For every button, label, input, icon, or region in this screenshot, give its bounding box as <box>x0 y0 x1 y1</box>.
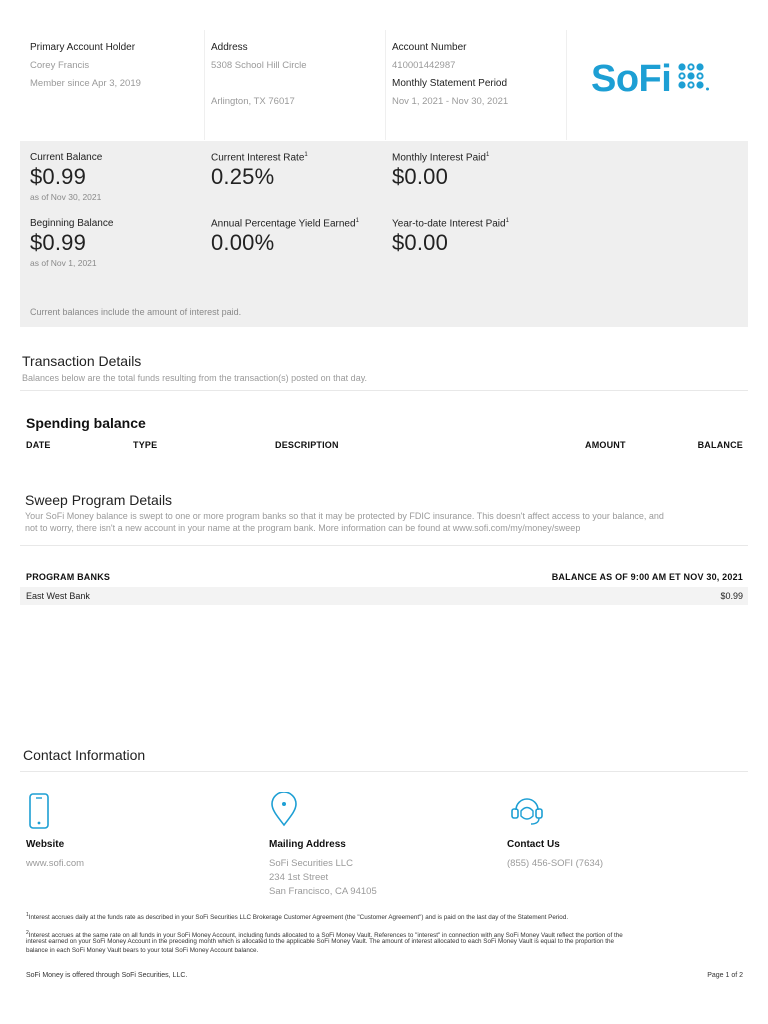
col-date: DATE <box>26 440 51 450</box>
footnote-2-line2: interest earned on your SoFi Money Account in the preceding month which is allocated to the applicable SoFi Money Vault. The amount of interest allocated to each SoFi Money Vault is equal to the proportion the <box>26 938 615 945</box>
balance-note: Current balances include the amount of interest paid. <box>30 307 242 317</box>
interest-rate: 0.25% <box>211 164 275 189</box>
sofi-logo-dots-icon <box>677 62 711 96</box>
current-balance: $0.99 <box>30 164 87 189</box>
footnote-mark: 1 <box>355 218 359 224</box>
address-label: Address <box>211 42 248 53</box>
header-divider <box>566 30 567 140</box>
account-number: 410001442987 <box>392 60 456 71</box>
headset-icon <box>507 792 547 830</box>
contact-us-title: Contact Us <box>507 839 560 850</box>
footnote-1: $^1$Interest accrues daily at the funds rate as described in your SoFi Securities LLC Brokerage Customer Agreement (the "Customer Agreement") and is paid on the last day of the Statement Period. <box>26 912 569 922</box>
current-balance-asof: as of Nov 30, 2021 <box>30 192 102 202</box>
period-label: Monthly Statement Period <box>392 78 508 89</box>
interest-rate-label: Current Interest Rate$^1$ <box>211 152 308 164</box>
divider <box>20 771 748 772</box>
ytd-interest: $0.00 <box>392 230 449 255</box>
header-divider <box>204 30 205 140</box>
beginning-balance: $0.99 <box>30 230 87 255</box>
table-row <box>20 587 748 605</box>
beginning-balance-label: Beginning Balance <box>30 218 114 229</box>
address-line1: 5308 School Hill Circle <box>211 60 307 71</box>
beginning-balance-asof: as of Nov 1, 2021 <box>30 258 97 268</box>
mailing-address-title: Mailing Address <box>269 839 346 850</box>
holder-label: Primary Account Holder <box>30 42 136 53</box>
divider <box>20 545 748 546</box>
apy-value: 0.00% <box>211 230 275 255</box>
mailing-address-line2: 234 1st Street <box>269 872 329 883</box>
contact-title: Contact Information <box>23 747 146 763</box>
col-balance: BALANCE <box>697 440 743 450</box>
footnote-mark: 1 <box>485 152 490 158</box>
address-line2: Arlington, TX 76017 <box>211 96 295 107</box>
monthly-interest-label: Monthly Interest Paid$^1$ <box>392 152 490 164</box>
spending-balance-title: Spending balance <box>26 415 146 431</box>
footnote-mark: 1 <box>505 218 509 224</box>
col-description: DESCRIPTION <box>275 440 339 450</box>
logo-text: SoFi <box>591 58 672 100</box>
page-number: Page 1 of 2 <box>707 972 743 979</box>
offered-by: SoFi Money is offered through SoFi Securities, LLC. <box>26 972 188 979</box>
balance-summary-panel <box>20 141 748 327</box>
sweep-text-line2: not to worry, there isn't a new account in your name at the program bank. More information can be found at www.sofi.com/my/money/sweep <box>25 523 581 533</box>
footnote-2-line3: balance in each SoFi Money Vault bears to your total SoFi Money Account balance. <box>26 947 259 954</box>
divider <box>20 390 748 391</box>
mailing-address-line1: SoFi Securities LLC <box>269 858 353 869</box>
footnote-mark: 2 <box>26 930 29 936</box>
member-since: Member since Apr 3, 2019 <box>30 78 141 89</box>
current-balance-label: Current Balance <box>30 152 103 163</box>
ytd-interest-label: Year-to-date Interest Paid$^1$ <box>392 218 509 230</box>
mailing-address-line3: San Francisco, CA 94105 <box>269 886 377 897</box>
transaction-details-subtitle: Balances below are the total funds resulting from the transaction(s) posted on that day. <box>22 373 368 383</box>
contact-phone[interactable]: (855) 456-SOFI (7634) <box>507 858 604 869</box>
apy-label: Annual Percentage Yield Earned$^1$ <box>211 218 359 230</box>
sofi-logo <box>591 60 711 98</box>
website-link[interactable]: www.sofi.com <box>26 858 85 869</box>
col-program-banks: PROGRAM BANKS <box>26 572 111 582</box>
bank-balance: $0.99 <box>720 591 743 601</box>
bank-name: East West Bank <box>26 591 90 601</box>
period-value: Nov 1, 2021 - Nov 30, 2021 <box>392 96 509 107</box>
col-type: TYPE <box>133 440 158 450</box>
website-title: Website <box>26 839 65 850</box>
col-balance-asof: BALANCE AS OF 9:00 AM ET NOV 30, 2021 <box>551 572 743 582</box>
header-divider <box>385 30 386 140</box>
location-pin-icon <box>269 792 299 830</box>
monthly-interest: $0.00 <box>392 164 449 189</box>
holder-name: Corey Francis <box>30 60 90 71</box>
sweep-text-line1: Your SoFi Money balance is swept to one or more program banks so that it may be protected by FDIC insurance. This doesn't affect access to your balance, and <box>25 511 664 521</box>
footnote-mark: 1 <box>26 912 29 918</box>
footnote-mark: 1 <box>304 152 308 158</box>
col-amount: AMOUNT <box>585 440 626 450</box>
transaction-details-title: Transaction Details <box>22 353 142 369</box>
account-label: Account Number <box>392 42 467 53</box>
sweep-title: Sweep Program Details <box>25 492 173 508</box>
footnote-2-line1: $^2$Interest accrues at the same rate on all funds in your SoFi Money Account, including funds allocated to a SoFi Money Vault. References to "interest" in connection with any SoFi Money Vault reflect the portion of the <box>26 930 623 940</box>
phone-icon <box>24 792 54 830</box>
